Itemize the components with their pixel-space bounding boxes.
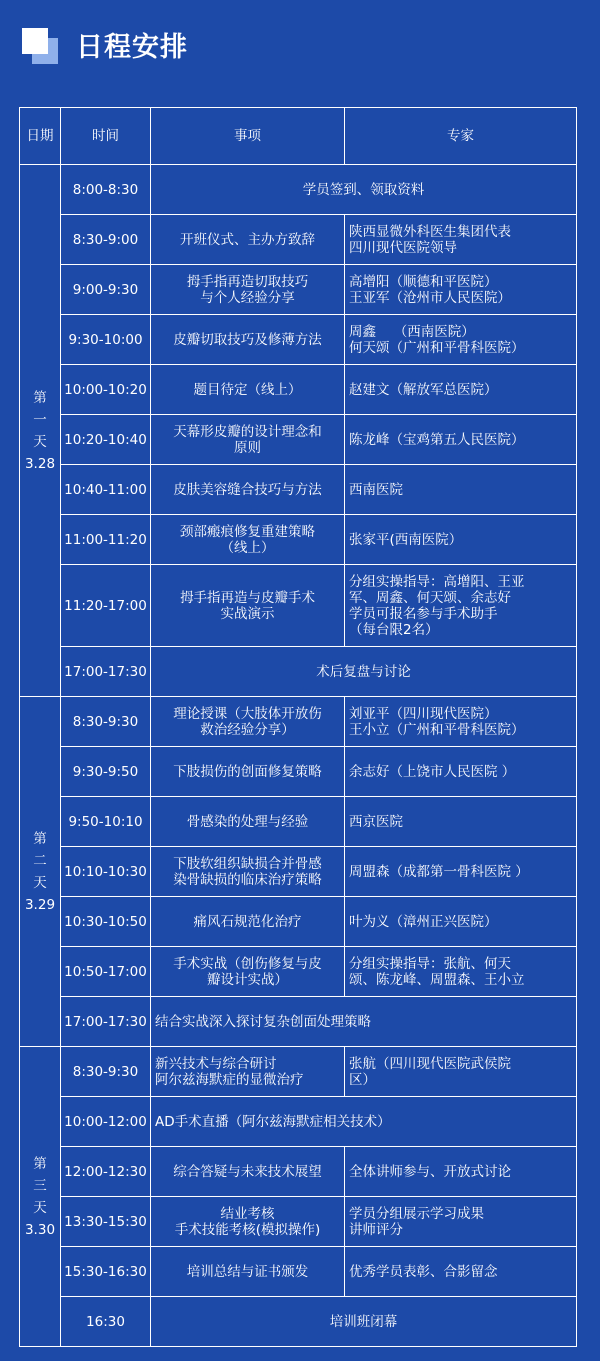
time-cell: 9:00-9:30 bbox=[61, 265, 151, 315]
expert-cell: 学员分组展示学习成果 讲师评分 bbox=[345, 1197, 577, 1247]
table-row bbox=[20, 415, 577, 465]
table-row bbox=[20, 747, 577, 797]
time-cell: 9:30-10:00 bbox=[61, 315, 151, 365]
table-row bbox=[20, 797, 577, 847]
time-cell: 17:00-17:30 bbox=[61, 647, 151, 697]
item-cell: 综合答疑与未来技术展望 bbox=[151, 1147, 345, 1197]
table-row bbox=[20, 897, 577, 947]
table-row bbox=[20, 1147, 577, 1197]
header-date: 日期 bbox=[20, 108, 61, 165]
time-cell: 17:00-17:30 bbox=[61, 997, 151, 1047]
page-title: 日程安排 bbox=[76, 32, 188, 63]
square-logo-icon bbox=[22, 28, 62, 68]
table-row bbox=[20, 565, 577, 647]
time-cell: 11:20-17:00 bbox=[61, 565, 151, 647]
expert-cell: 叶为义（漳州正兴医院） bbox=[345, 897, 577, 947]
table-row bbox=[20, 515, 577, 565]
expert-cell: 西南医院 bbox=[345, 465, 577, 515]
expert-cell: 分组实操指导：高增阳、王亚 军、周鑫、何天颂、余志好 学员可报名参与手术助手 （每台限2名） bbox=[345, 565, 577, 647]
span-cell: AD手术直播（阿尔兹海默症相关技术） bbox=[151, 1097, 577, 1147]
day-cell bbox=[20, 697, 61, 1047]
item-cell: 痛风石规范化治疗 bbox=[151, 897, 345, 947]
span-cell: 术后复盘与讨论 bbox=[151, 647, 577, 697]
time-cell: 8:30-9:30 bbox=[61, 1047, 151, 1097]
day-label: 第 一 天 3.28 bbox=[24, 389, 56, 472]
expert-cell: 张航（四川现代医院武侯院 区） bbox=[345, 1047, 577, 1097]
expert-cell: 张家平(西南医院） bbox=[345, 515, 577, 565]
header-expert: 专家 bbox=[345, 108, 577, 165]
expert-cell: 西京医院 bbox=[345, 797, 577, 847]
item-cell: 拇手指再造与皮瓣手术 实战演示 bbox=[151, 565, 345, 647]
item-cell: 结业考核 手术技能考核(模拟操作) bbox=[151, 1197, 345, 1247]
table-row bbox=[20, 1097, 577, 1147]
time-cell: 10:10-10:30 bbox=[61, 847, 151, 897]
time-cell: 12:00-12:30 bbox=[61, 1147, 151, 1197]
expert-cell: 刘亚平（四川现代医院） 王小立（广州和平骨科医院） bbox=[345, 697, 577, 747]
span-cell: 培训班闭幕 bbox=[151, 1297, 577, 1347]
expert-cell: 高增阳（顺德和平医院） 王亚军（沧州市人民医院） bbox=[345, 265, 577, 315]
schedule-table bbox=[19, 107, 577, 1347]
table-row bbox=[20, 1297, 577, 1347]
day-cell bbox=[20, 165, 61, 697]
day-cell bbox=[20, 1047, 61, 1347]
time-cell: 10:00-10:20 bbox=[61, 365, 151, 415]
table-row bbox=[20, 315, 577, 365]
expert-cell: 陈龙峰（宝鸡第五人民医院） bbox=[345, 415, 577, 465]
item-cell: 拇手指再造切取技巧 与个人经验分享 bbox=[151, 265, 345, 315]
item-cell: 下肢软组织缺损合并骨感 染骨缺损的临床治疗策略 bbox=[151, 847, 345, 897]
time-cell: 8:00-8:30 bbox=[61, 165, 151, 215]
expert-cell: 赵建文（解放军总医院） bbox=[345, 365, 577, 415]
table-row bbox=[20, 647, 577, 697]
time-cell: 10:50-17:00 bbox=[61, 947, 151, 997]
table-row bbox=[20, 465, 577, 515]
header-time: 时间 bbox=[61, 108, 151, 165]
time-cell: 13:30-15:30 bbox=[61, 1197, 151, 1247]
time-cell: 15:30-16:30 bbox=[61, 1247, 151, 1297]
table-row bbox=[20, 165, 577, 215]
time-cell: 8:30-9:30 bbox=[61, 697, 151, 747]
day-label: 第 三 天 3.30 bbox=[24, 1155, 56, 1238]
time-cell: 11:00-11:20 bbox=[61, 515, 151, 565]
item-cell: 开班仪式、主办方致辞 bbox=[151, 215, 345, 265]
item-cell: 题目待定（线上） bbox=[151, 365, 345, 415]
table-row bbox=[20, 265, 577, 315]
table-row bbox=[20, 1197, 577, 1247]
item-cell: 理论授课（大肢体开放伤 救治经验分享） bbox=[151, 697, 345, 747]
schedule-body bbox=[20, 165, 577, 1347]
time-cell: 8:30-9:00 bbox=[61, 215, 151, 265]
day-label: 第 二 天 3.29 bbox=[24, 830, 56, 913]
expert-cell: 周盟森（成都第一骨科医院 ） bbox=[345, 847, 577, 897]
item-cell: 下肢损伤的创面修复策略 bbox=[151, 747, 345, 797]
item-cell: 皮瓣切取技巧及修薄方法 bbox=[151, 315, 345, 365]
table-row bbox=[20, 1047, 577, 1097]
table-row bbox=[20, 997, 577, 1047]
table-row bbox=[20, 847, 577, 897]
time-cell: 16:30 bbox=[61, 1297, 151, 1347]
expert-cell: 周鑫 （西南医院） 何天颂（广州和平骨科医院） bbox=[345, 315, 577, 365]
span-cell: 结合实战深入探讨复杂创面处理策略 bbox=[151, 997, 577, 1047]
time-cell: 10:00-12:00 bbox=[61, 1097, 151, 1147]
item-cell: 新兴技术与综合研讨 阿尔兹海默症的显微治疗 bbox=[151, 1047, 345, 1097]
expert-cell: 余志好（上饶市人民医院 ） bbox=[345, 747, 577, 797]
table-row bbox=[20, 1247, 577, 1297]
item-cell: 培训总结与证书颁发 bbox=[151, 1247, 345, 1297]
expert-cell: 优秀学员表彰、合影留念 bbox=[345, 1247, 577, 1297]
span-cell: 学员签到、领取资料 bbox=[151, 165, 577, 215]
table-row bbox=[20, 697, 577, 747]
table-row bbox=[20, 365, 577, 415]
item-cell: 手术实战（创伤修复与皮 瓣设计实战） bbox=[151, 947, 345, 997]
item-cell: 颈部瘢痕修复重建策略 （线上） bbox=[151, 515, 345, 565]
item-cell: 皮肤美容缝合技巧与方法 bbox=[151, 465, 345, 515]
expert-cell: 陕西显微外科医生集团代表 四川现代医院领导 bbox=[345, 215, 577, 265]
time-cell: 10:30-10:50 bbox=[61, 897, 151, 947]
expert-cell: 全体讲师参与、开放式讨论 bbox=[345, 1147, 577, 1197]
time-cell: 10:20-10:40 bbox=[61, 415, 151, 465]
table-row bbox=[20, 215, 577, 265]
table-header-row bbox=[20, 108, 577, 165]
item-cell: 天幕形皮瓣的设计理念和 原则 bbox=[151, 415, 345, 465]
time-cell: 9:50-10:10 bbox=[61, 797, 151, 847]
header-item: 事项 bbox=[151, 108, 345, 165]
item-cell: 骨感染的处理与经验 bbox=[151, 797, 345, 847]
expert-cell: 分组实操指导：张航、何天 颂、陈龙峰、周盟森、王小立 bbox=[345, 947, 577, 997]
time-cell: 10:40-11:00 bbox=[61, 465, 151, 515]
table-row bbox=[20, 947, 577, 997]
time-cell: 9:30-9:50 bbox=[61, 747, 151, 797]
